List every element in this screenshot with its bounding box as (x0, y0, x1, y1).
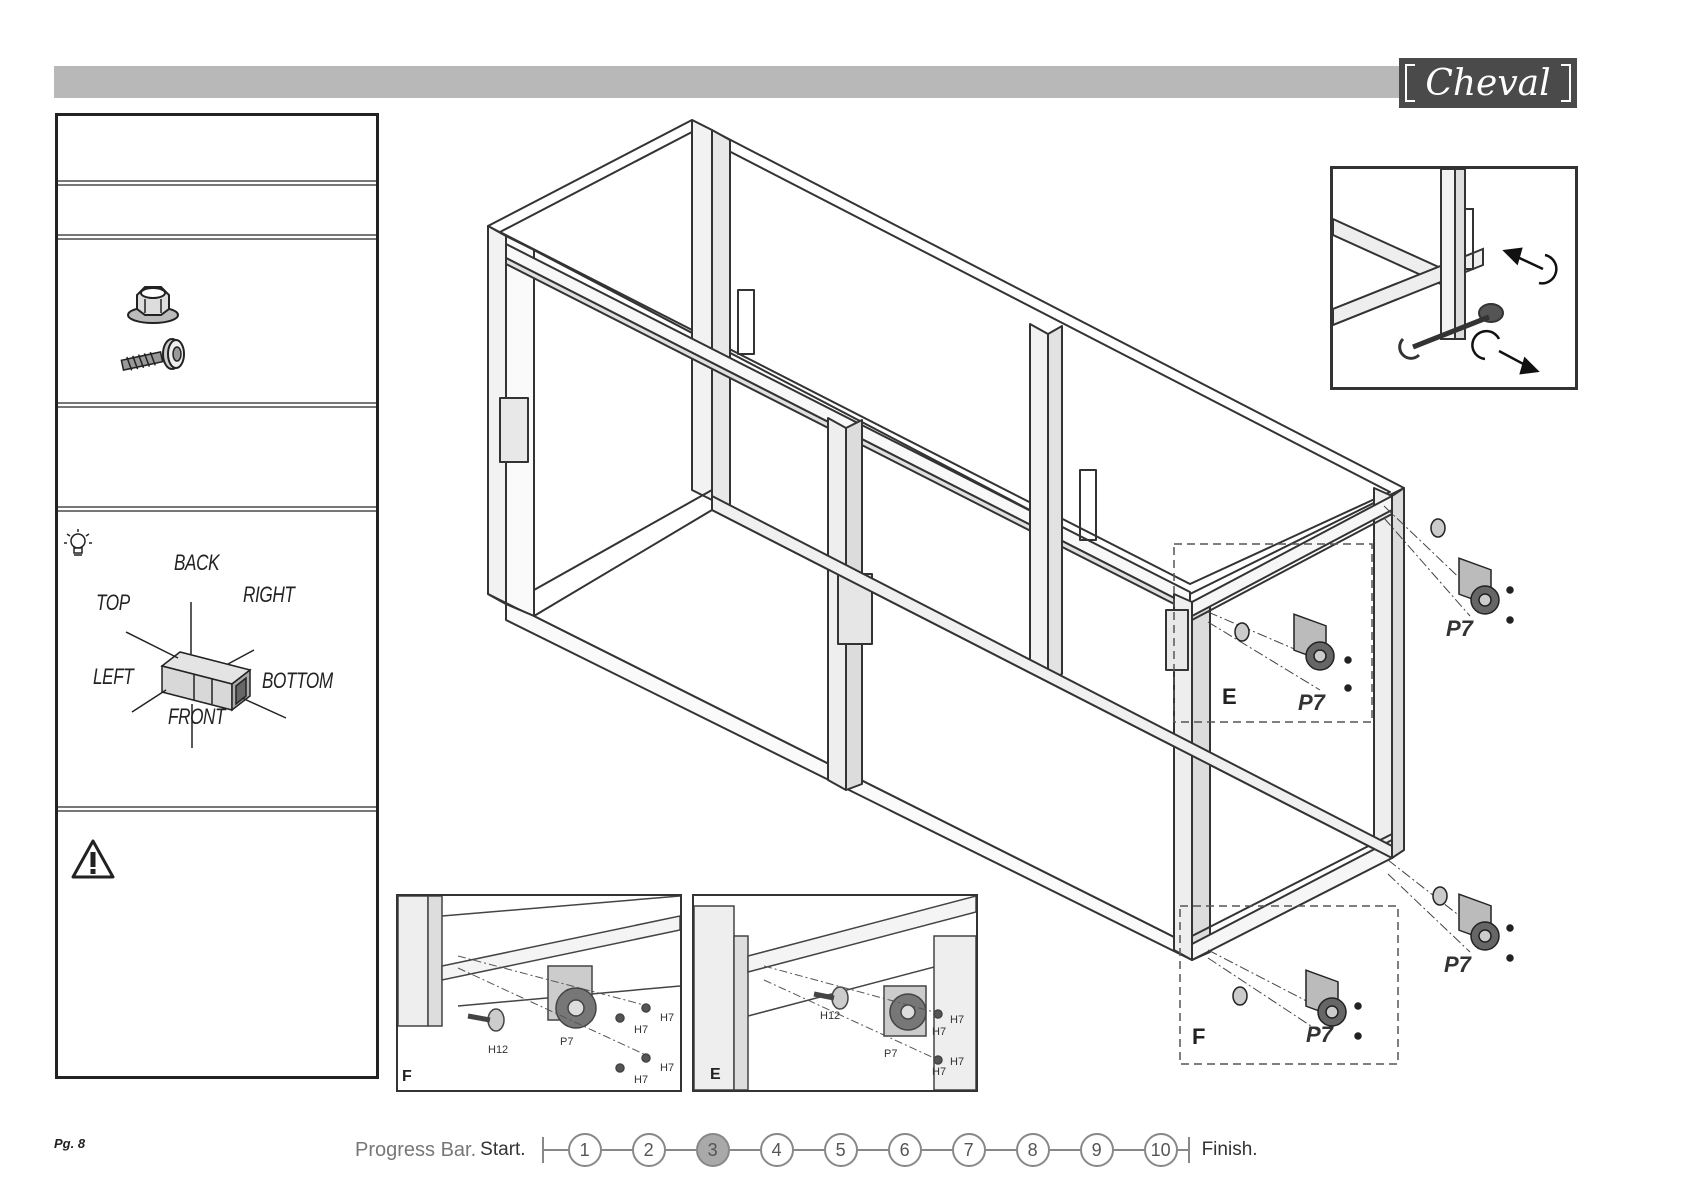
inset-f-nut-label: H7 (660, 1012, 675, 1024)
inset-f-nut-label: H7 (634, 1024, 649, 1036)
caster-label: P7 (1298, 690, 1325, 715)
inset-f-caster-label: P7 (560, 1036, 574, 1048)
progress-step-10: 10 (1144, 1133, 1178, 1167)
progress-line (858, 1149, 888, 1151)
progress-line (922, 1149, 952, 1151)
progress-step-9: 9 (1080, 1133, 1114, 1167)
inset-e-nut-label: H7 (950, 1014, 965, 1026)
inset-e-letter: E (710, 1066, 721, 1083)
inset-e-nut-label: H7 (932, 1066, 947, 1078)
progress-finish-cap (1188, 1137, 1190, 1163)
detail-inset-f-drawing (398, 896, 680, 1090)
detail-inset-f (396, 894, 682, 1092)
progress-step-7: 7 (952, 1133, 986, 1167)
progress-line (730, 1149, 760, 1151)
inset-f-nut-label: H7 (634, 1074, 649, 1086)
detail-inset-e (692, 894, 978, 1092)
callout-label-e: E (1222, 684, 1237, 709)
leveling-detail-inset (1330, 166, 1578, 390)
progress-step-6: 6 (888, 1133, 922, 1167)
callout-label-f: F (1192, 1024, 1206, 1049)
progress-line (544, 1149, 568, 1151)
inset-e-nut-label: H7 (932, 1026, 947, 1038)
orientation-label-left: LEFT (93, 664, 134, 689)
progress-bar (355, 1130, 1258, 1170)
inset-f-nut-label: H7 (660, 1062, 675, 1074)
progress-line (602, 1149, 632, 1151)
progress-line (1114, 1149, 1144, 1151)
inset-e-caster-label: P7 (884, 1048, 898, 1060)
orientation-label-top: TOP (96, 590, 130, 615)
progress-line (1178, 1149, 1188, 1151)
progress-step-3: 3 (696, 1133, 730, 1167)
progress-start-label: Start. (480, 1139, 526, 1160)
caster-label: P7 (1444, 952, 1471, 977)
detail-inset-e-drawing (694, 896, 976, 1090)
progress-line (986, 1149, 1016, 1151)
progress-step-2: 2 (632, 1133, 666, 1167)
inset-e-nut-label: H7 (950, 1056, 965, 1068)
orientation-label-front: FRONT (168, 704, 226, 729)
progress-step-1: 1 (568, 1133, 602, 1167)
orientation-label-right: RIGHT (243, 582, 295, 607)
caster-label: P7 (1306, 1022, 1333, 1047)
progress-step-8: 8 (1016, 1133, 1050, 1167)
progress-line (666, 1149, 696, 1151)
progress-line (1050, 1149, 1080, 1151)
brand-name: Cheval (1425, 62, 1551, 104)
caster-label: P7 (1446, 616, 1473, 641)
progress-steps (568, 1133, 1178, 1167)
page-number: Pg. 8 (54, 1136, 86, 1151)
inset-f-letter: F (402, 1068, 412, 1085)
progress-finish-label: Finish. (1201, 1139, 1258, 1160)
progress-bar-label: Progress Bar. (355, 1138, 477, 1161)
orientation-label-back: BACK (174, 550, 220, 575)
inset-e-bolt-label: H12 (820, 1010, 841, 1022)
leveling-detail-drawing (1333, 169, 1575, 387)
progress-step-5: 5 (824, 1133, 858, 1167)
progress-line (794, 1149, 824, 1151)
orientation-label-bottom: BOTTOM (262, 668, 333, 693)
inset-f-bolt-label: H12 (488, 1044, 509, 1056)
progress-step-4: 4 (760, 1133, 794, 1167)
